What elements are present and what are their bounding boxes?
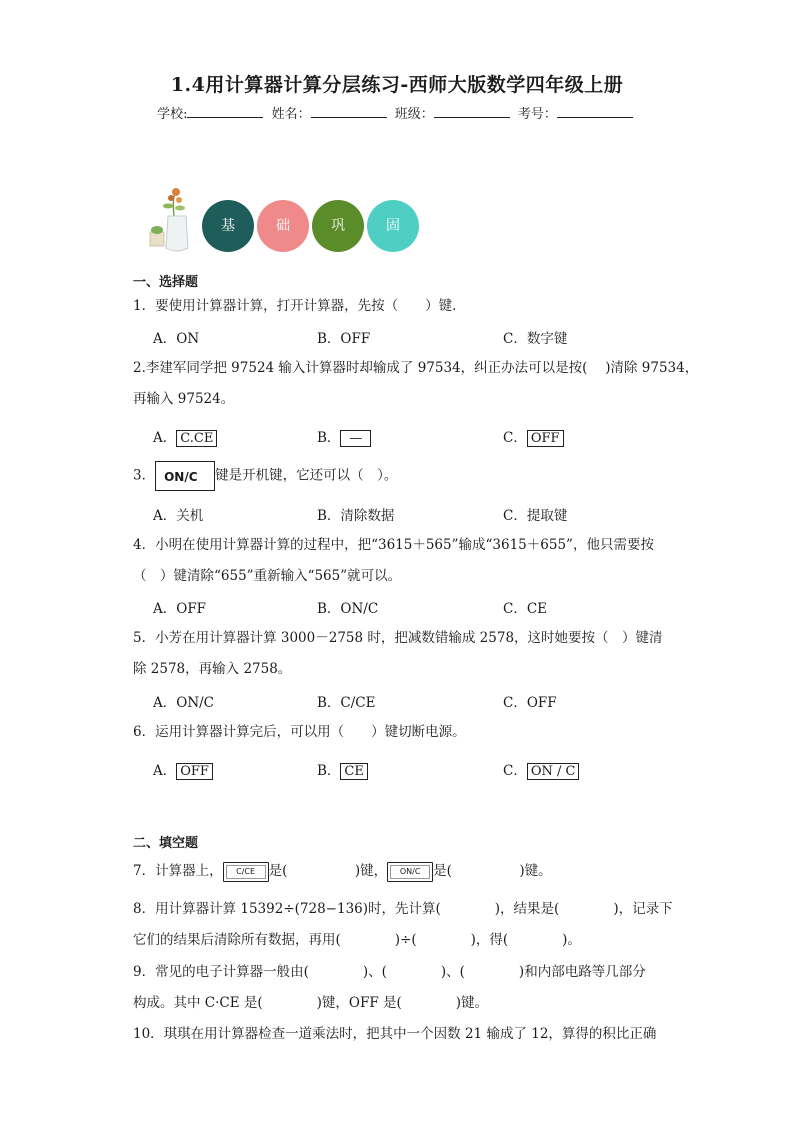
school-blank[interactable] [187, 105, 263, 118]
q2-option-b-prefix: B． [317, 430, 341, 446]
question-8-line1: 8．用计算器计算 15392÷(728−136)时，先计算( )，结果是( )，记录下 [133, 901, 673, 917]
question-2-line1: 2.李建军同学把 97524 输入计算器时却输成了 97534，纠正办法可以是按( )清除 97534， [133, 360, 699, 376]
q6-option-b[interactable] [317, 759, 368, 780]
q5-option-b[interactable]: B．C/CE [317, 695, 376, 711]
q4-option-a[interactable]: A．OFF [153, 601, 207, 617]
question-4-line2: （ ）键清除“655”重新输入“565”就可以。 [133, 568, 402, 584]
page-title: 1.4用计算器计算分层练习-西师大版数学四年级上册 [170, 74, 624, 96]
q6-option-a[interactable] [153, 759, 213, 780]
minus-key-box: — [340, 430, 371, 447]
question-2-line2: 再输入 97524。 [133, 391, 235, 407]
c-ce-key-box: C.CE [176, 430, 217, 447]
question-7-mid2: 是( )键。 [433, 863, 552, 879]
question-7-mid1: 是( )键， [268, 863, 388, 879]
on-c-key-image: ON/C [155, 461, 215, 491]
c-ce-key-image: C/CE [223, 862, 269, 882]
section-title-fill-in: 二、填空题 [133, 836, 199, 851]
off-key-box: OFF [527, 430, 564, 447]
q2-option-a-prefix: A． [153, 430, 177, 446]
q6-option-c-prefix: C． [503, 763, 527, 779]
on-c-key-image: ON/C [387, 862, 433, 882]
number-label: 考号： [517, 107, 557, 122]
q6-option-a-prefix: A． [153, 763, 177, 779]
name-blank[interactable] [311, 105, 387, 118]
on-c-key-box: ON / C [527, 763, 580, 780]
q6-option-c[interactable] [503, 759, 579, 780]
banner-circle-gu: 固 [367, 200, 419, 252]
school-label: 学校: [157, 107, 188, 122]
section-title-choice: 一、选择题 [133, 275, 199, 290]
q2-option-a[interactable] [153, 426, 217, 447]
question-8-line2: 它们的结果后清除所有数据，再用( )÷( )，得( )。 [133, 932, 581, 948]
question-6-text: 6．运用计算器计算完后，可以用（ ）键切断电源。 [133, 724, 466, 740]
class-label: 班级： [394, 107, 434, 122]
banner-circle-chu: 础 [257, 200, 309, 252]
question-7 [133, 861, 552, 882]
q3-option-a[interactable]: A．关机 [153, 508, 204, 524]
q3-option-c[interactable]: C．提取键 [503, 508, 568, 524]
q5-option-c[interactable]: C．OFF [503, 695, 557, 711]
plant-vase-illustration [146, 186, 198, 256]
name-label: 姓名： [271, 107, 311, 122]
question-4-line1: 4．小明在使用计算器计算的过程中，把“3615＋565”输成“3615＋655”，他只需要按 [133, 537, 654, 553]
q1-option-b[interactable]: B．OFF [317, 331, 371, 347]
q3-option-b[interactable]: B．清除数据 [317, 508, 395, 524]
q1-option-c[interactable]: C．数字键 [503, 331, 568, 347]
q6-option-b-prefix: B． [317, 763, 341, 779]
q1-option-a[interactable]: A．ON [153, 331, 200, 347]
question-9-line2: 构成。其中 C·CE 是( )键，OFF 是( )键。 [133, 995, 489, 1011]
q2-option-b[interactable] [317, 426, 371, 447]
off-key-box: OFF [176, 763, 213, 780]
question-7-prefix: 7．计算器上， [133, 863, 223, 879]
banner-circle-gong: 巩 [312, 200, 364, 252]
banner-circle-ji: 基 [202, 200, 254, 252]
q4-option-c[interactable]: C．CE [503, 601, 548, 617]
ce-key-box: CE [340, 763, 367, 780]
q4-option-b[interactable]: B．ON/C [317, 601, 379, 617]
student-info-line [0, 103, 794, 122]
q2-option-c[interactable] [503, 426, 564, 447]
question-3-text: 键是开机键，它还可以（ ）。 [215, 467, 398, 484]
question-3-prefix: 3． [133, 467, 156, 484]
question-10-line1: 10．琪琪在用计算器检查一道乘法时，把其中一个因数 21 输成了 12，算得的积比正确 [133, 1026, 657, 1042]
question-1-text: 1．要使用计算器计算，打开计算器，先按（ ）键． [133, 298, 466, 314]
question-3 [133, 461, 397, 491]
number-blank[interactable] [557, 105, 633, 118]
q2-option-c-prefix: C． [503, 430, 527, 446]
question-5-line1: 5．小芳在用计算器计算 3000－2758 时，把减数错输成 2578，这时她要按（ ）键清 [133, 630, 663, 646]
question-5-line2: 除 2578，再输入 2758。 [133, 661, 292, 677]
question-9-line1: 9．常见的电子计算器一般由( )、( )、( )和内部电路等几部分 [133, 964, 646, 980]
class-blank[interactable] [434, 105, 510, 118]
q5-option-a[interactable]: A．ON/C [153, 695, 215, 711]
